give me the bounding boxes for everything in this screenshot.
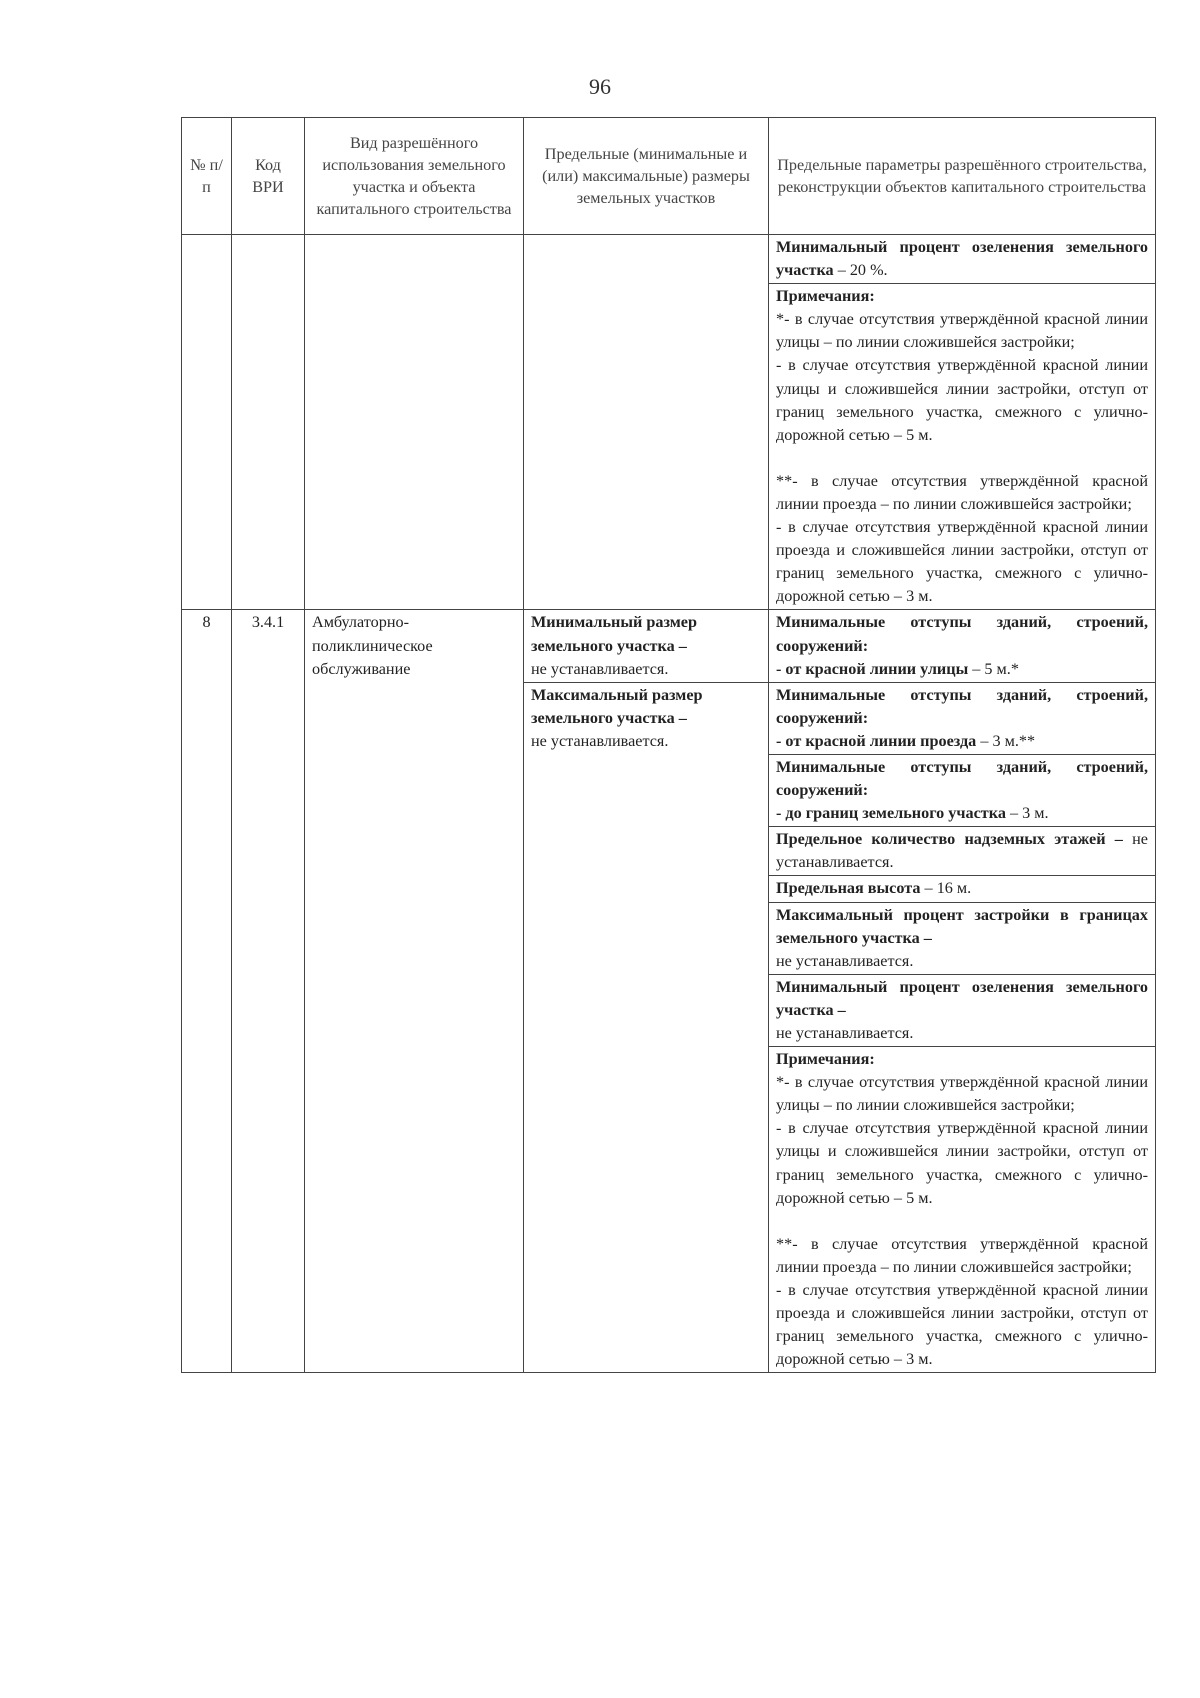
param-value: не устанавливается. — [776, 1024, 914, 1042]
param-label: Предельное количество надземных этажей – — [776, 830, 1123, 849]
param-value: – 3 м.** — [976, 731, 1036, 750]
table-row-continued — [182, 235, 1156, 284]
min-size-label: Минимальный размер земельного участка – — [531, 613, 697, 655]
param-green-label: Минимальный процент озеленения земельного участка — [776, 238, 1148, 280]
cell-max-plot-size — [524, 682, 769, 1373]
page-number: 96 — [589, 74, 611, 99]
note-item: - в случае отсутствия утверждённой красной линии улицы и сложившейся линии застройки, отступ от границ земельного участка, смежного с улично-дорожной сетью – 5 м. — [776, 356, 1148, 444]
notes-title: Примечания: — [776, 1050, 875, 1069]
param-value: – 16 м. — [920, 879, 972, 898]
note-item: - в случае отсутствия утверждённой красной линии проезда и сложившейся линии застройки, отступ от границ земельного участка, смежного с улично-дорожной сетью – 3 м. — [776, 518, 1148, 606]
param-setback-boundary — [769, 754, 1156, 826]
max-size-value: не устанавливается. — [531, 731, 669, 750]
header-number: № п/п — [182, 118, 232, 235]
row-code: 3.4.1 — [232, 610, 305, 1373]
param-label: Минимальные отступы зданий, строений, сооружений: — [776, 613, 1148, 655]
param-setback-driveway — [769, 682, 1156, 754]
note-item: **- в случае отсутствия утверждённой красной линии проезда – по линии сложившейся застройки; — [776, 471, 1148, 513]
cell-empty-sizes — [524, 235, 769, 610]
header-plot-sizes: Предельные (минимальные и (или) максимальные) размеры земельных участков — [524, 118, 769, 235]
cell-empty-use-type — [305, 235, 524, 610]
notes-title: Примечания: — [776, 287, 875, 306]
param-setback-street — [769, 610, 1156, 682]
param-green-value: – 20 %. — [833, 261, 888, 280]
header-use-type: Вид разрешённого использования земельного участка и объекта капитального строительства — [305, 118, 524, 235]
param-label: Предельная высота — [776, 879, 921, 898]
note-item: *- в случае отсутствия утверждённой красной линии улицы – по линии сложившейся застройки; — [776, 1073, 1148, 1115]
param-value: не устанавливается. — [776, 951, 914, 970]
notes-block — [769, 284, 1156, 610]
param-label: Минимальный процент озеленения земельного участка – — [776, 977, 1148, 1019]
param-height — [769, 876, 1156, 902]
param-sub-label: - от красной линии проезда — [776, 731, 977, 750]
param-label: Минимальные отступы зданий, строений, сооружений: — [776, 685, 1148, 727]
min-size-value: не устанавливается. — [531, 659, 669, 678]
header-code: Код ВРИ — [232, 118, 305, 235]
param-sub-label: - от красной линии улицы — [776, 659, 969, 678]
param-build-percent — [769, 902, 1156, 974]
param-label: Максимальный процент застройки в границах земельного участка – — [776, 905, 1148, 947]
regulations-table — [181, 117, 1156, 1373]
note-item: - в случае отсутствия утверждённой красной линии проезда и сложившейся линии застройки, отступ от границ земельного участка, смежного с улично-дорожной сетью – 3 м. — [776, 1280, 1148, 1369]
row-number: 8 — [182, 610, 232, 1373]
notes-block-8 — [769, 1047, 1156, 1373]
max-size-label: Максимальный размер земельного участка – — [531, 685, 703, 727]
note-item: *- в случае отсутствия утверждённой красной линии улицы – по линии сложившейся застройки; — [776, 310, 1148, 352]
note-item: - в случае отсутствия утверждённой красной линии улицы и сложившейся линии застройки, отступ от границ земельного участка, смежного с улично-дорожной сетью – 5 м. — [776, 1119, 1148, 1207]
header-construction-params: Предельные параметры разрешённого строительства, реконструкции объектов капитального строительства — [769, 118, 1156, 235]
param-green-percent-8 — [769, 974, 1156, 1046]
row-use-type: Амбулаторно-поликлиническое обслуживание — [305, 610, 524, 1373]
cell-empty-number — [182, 235, 232, 610]
param-value: – 3 м. — [1005, 804, 1049, 823]
table-row-8 — [182, 610, 1156, 682]
cell-min-plot-size — [524, 610, 769, 682]
note-item: **- в случае отсутствия утверждённой красной линии проезда – по линии сложившейся застройки; — [776, 1234, 1148, 1276]
param-value: – 5 м.* — [968, 659, 1019, 678]
param-floors — [769, 827, 1156, 876]
table-header — [182, 118, 1156, 235]
param-value: не устанавливается. — [776, 830, 1148, 872]
param-label: Минимальные отступы зданий, строений, сооружений: — [776, 757, 1148, 800]
cell-empty-code — [232, 235, 305, 610]
param-sub-label: - до границ земельного участка — [776, 804, 1006, 823]
param-green-percent — [769, 235, 1156, 284]
